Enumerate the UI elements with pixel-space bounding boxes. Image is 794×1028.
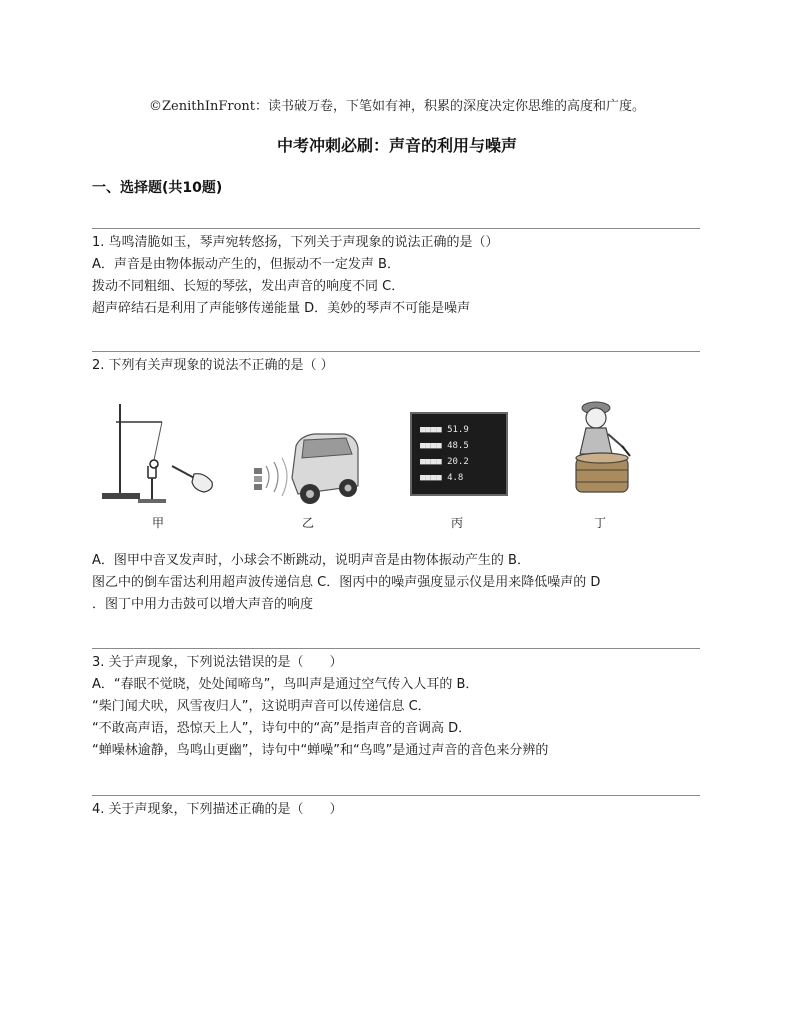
section-heading: 一、选择题(共10题) xyxy=(92,180,223,196)
panel-row: ■■■■ 51.9 xyxy=(420,425,469,435)
tuning-fork-illustration xyxy=(98,398,222,508)
question-3 xyxy=(92,652,704,762)
question-2-line: ．图丁中用力击鼓可以增大声音的响度 xyxy=(92,597,314,612)
panel-row: ■■■■ 20.2 xyxy=(420,457,469,467)
question-divider xyxy=(92,648,700,649)
question-2-figure xyxy=(92,398,704,538)
figure-caption-yi: 乙 xyxy=(301,516,314,530)
question-2-line: 图乙中的倒车雷达利用超声波传递信息 C．图丙中的噪声强度显示仪是用来降低噪声的 D xyxy=(92,575,601,590)
figure-caption-ding: 丁 xyxy=(593,516,606,530)
question-3-line: A．“春眠不觉晓，处处闻啼鸟”，鸟叫声是通过空气传入人耳的 B． xyxy=(92,677,479,692)
question-divider xyxy=(92,351,700,352)
question-3-line: “蝉噪林逾静，鸟鸣山更幽”，诗句中“蝉噪”和“鸟鸣”是通过声音的音色来分辨的 xyxy=(92,743,549,758)
question-1-line: 超声碎结石是利用了声能够传递能量 D．美妙的琴声不可能是噪声 xyxy=(92,301,471,316)
drummer-illustration xyxy=(560,398,644,498)
page-title: 中考冲刺必刷：声音的利用与噪声 xyxy=(276,136,517,155)
motto-line: ©ZenithInFront：读书破万卷，下笔如有神，积累的深度决定你思维的高度和广度。 xyxy=(148,99,646,114)
figure-caption-jia: 甲 xyxy=(151,516,164,530)
question-1-stem: 1. 鸟鸣清脆如玉，琴声宛转悠扬，下列关于声现象的说法正确的是（） xyxy=(92,235,499,250)
question-2-stem: 2. 下列有关声现象的说法不正确的是（ ） xyxy=(92,358,334,373)
panel-row: ■■■■ 48.5 xyxy=(420,441,469,451)
noise-display-panel xyxy=(410,412,508,496)
question-3-line: “不敢高声语，恐惊天上人”，诗句中的“高”是指声音的音调高 D． xyxy=(92,721,472,736)
question-2-options xyxy=(92,550,704,616)
question-1 xyxy=(92,232,704,320)
question-4 xyxy=(92,799,704,821)
question-2 xyxy=(92,355,704,377)
question-1-line: A．声音是由物体振动产生的，但振动不一定发声 B． xyxy=(92,257,400,272)
panel-row: ■■■■ 4.8 xyxy=(420,473,464,483)
question-3-stem: 3. 关于声现象，下列说法错误的是（ ） xyxy=(92,655,343,670)
question-4-stem: 4. 关于声现象，下列描述正确的是（ ） xyxy=(92,802,343,817)
question-3-line: “柴门闻犬吠，风雪夜归人”，这说明声音可以传递信息 C． xyxy=(92,699,431,714)
question-1-line: 拨动不同粗细、长短的琴弦，发出声音的响度不同 C． xyxy=(92,279,405,294)
question-divider xyxy=(92,228,700,229)
figure-caption-bing: 丙 xyxy=(450,516,463,530)
question-divider xyxy=(92,795,700,796)
car-radar-illustration xyxy=(248,416,360,508)
question-2-line: A．图甲中音叉发声时，小球会不断跳动，说明声音是由物体振动产生的 B． xyxy=(92,553,530,568)
